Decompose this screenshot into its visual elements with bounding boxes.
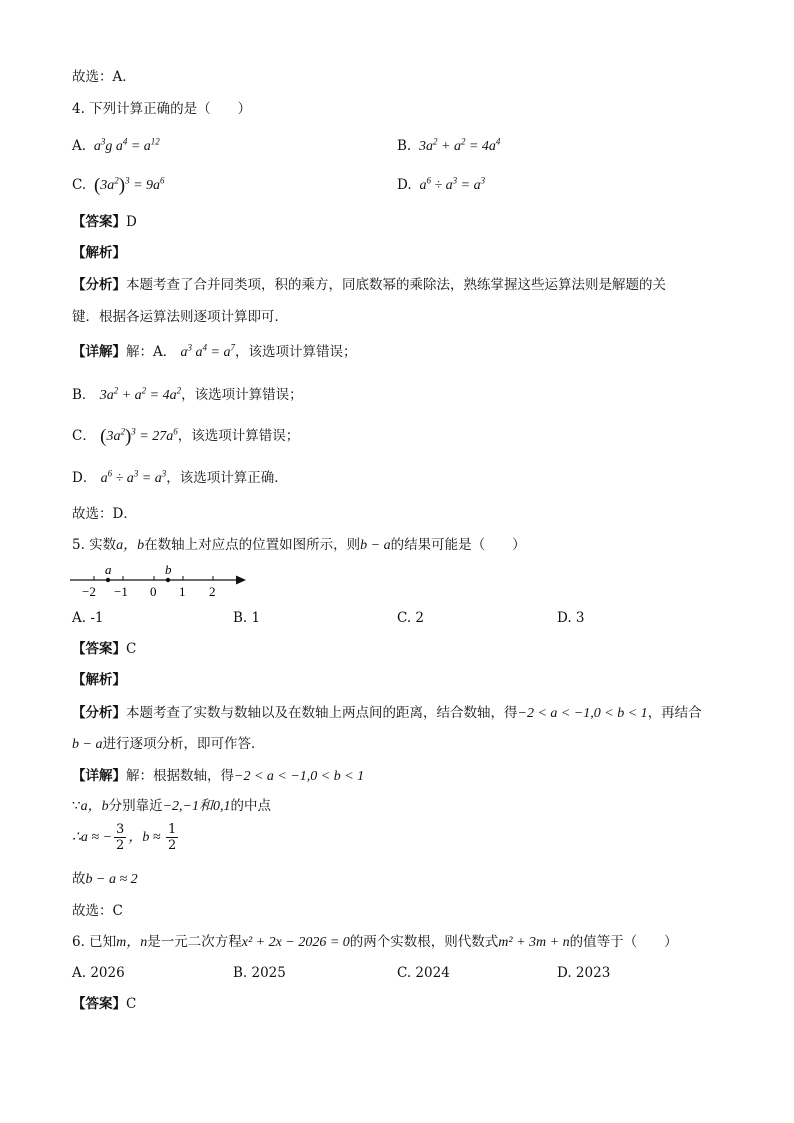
q4-answer xyxy=(72,213,137,231)
q4-answer-value: D xyxy=(126,214,137,230)
q4-fenxi-text-1: 本题考查了合并同类项，积的乘方，同底数幂的乘除法，熟练掌握这些运算法则是解题的关 xyxy=(126,277,666,293)
q4-xj-a-prefix: 解：A． xyxy=(126,344,177,360)
q5-xj-neighbors: −2,−1和0,1 xyxy=(162,799,231,814)
q6-answer xyxy=(72,995,136,1013)
q6-stem-2: 是一元二次方程 xyxy=(147,934,242,950)
q5-fenxi-text-1: 本题考查了实数与数轴以及在数轴上两点间的距离，结合数轴，得 xyxy=(126,705,518,721)
q4-xj-b-prefix: B． xyxy=(72,387,96,403)
fraction-b-num: 1 xyxy=(168,822,177,837)
q4-xj-c-prefix: C． xyxy=(72,428,96,444)
q5-fenxi-2 xyxy=(72,735,264,754)
q4-fenxi-1 xyxy=(72,276,666,294)
tick-label: 0 xyxy=(150,584,157,599)
q4-xiangjie-b: B． $3a^2 + a^2 = 4a^2$，该选项计算错误； xyxy=(72,385,303,403)
q4-analysis-tag: 【解析】 xyxy=(72,245,126,261)
point-a-label: a xyxy=(105,562,112,577)
number-line-figure xyxy=(68,560,258,600)
q6-option-b: B. 2025 xyxy=(233,965,286,981)
q5-stem-1: 5. 实数 xyxy=(72,537,117,553)
q6-stem-1: 6. 已知 xyxy=(72,934,117,950)
fenxi-tag: 【分析】 xyxy=(72,705,126,721)
q5-xiangjie-2: ∵a，b分别靠近−2,−1和0,1的中点 xyxy=(72,798,271,814)
fraction-a-den: 2 xyxy=(116,838,125,853)
point-b-dot xyxy=(166,578,170,582)
q6-option-d: D. 2023 xyxy=(557,965,611,981)
number-line-arrow xyxy=(236,576,246,585)
q5-xiangjie-3: ∴a ≈ − $\frac{3}{2}$ ，b ≈ $\frac{1}{2}$ xyxy=(72,822,177,853)
q5-xj-range: −2 < a < −1,0 < b < 1 xyxy=(234,769,365,784)
q4-option-b: B. $3a^2 + a^2 = 4a^4$ xyxy=(397,136,501,154)
q4-option-c: C. $(3a^2)^3 = 9a^6$ xyxy=(72,175,165,196)
q6-stem xyxy=(72,933,678,952)
xiangjie-tag: 【详解】 xyxy=(72,768,126,784)
tick-label: 2 xyxy=(209,584,216,599)
q5-stem xyxy=(72,536,526,555)
q5-answer xyxy=(72,640,136,658)
fraction-a-num: 3 xyxy=(116,822,125,837)
point-b-label: b xyxy=(165,562,172,577)
q5-choose: 故选：C xyxy=(72,903,123,919)
fraction-a xyxy=(114,822,126,853)
q5-xj-text-1: 解：根据数轴，得 xyxy=(126,768,234,784)
q4-option-a: A. $a^3g$ $a^4 = a^{12}$ xyxy=(72,136,160,154)
q5-option-b: B. 1 xyxy=(233,610,261,626)
q6-answer-value: C xyxy=(126,996,137,1012)
q5-stem-ab: a，b xyxy=(116,538,145,553)
point-a-dot xyxy=(106,578,110,582)
q6-stem-4: 的值等于（ ） xyxy=(569,934,678,950)
q5-answer-value: C xyxy=(126,641,137,657)
tick-label: 1 xyxy=(179,584,186,599)
q6-option-a: A. 2026 xyxy=(72,965,125,981)
tick-label: −2 xyxy=(82,584,96,599)
fraction-b-den: 2 xyxy=(168,838,177,853)
answer-tag: 【答案】 xyxy=(72,214,126,230)
q6-option-c: C. 2024 xyxy=(397,965,450,981)
q4-xj-b-suffix: ，该选项计算错误； xyxy=(181,387,303,403)
q5-xj-approx: b − a ≈ 2 xyxy=(85,872,138,887)
q5-fenxi-1 xyxy=(72,704,702,723)
q4-xj-d-suffix: ，该选项计算正确． xyxy=(166,470,288,486)
tick-label: −1 xyxy=(114,584,128,599)
answer-tag: 【答案】 xyxy=(72,996,126,1012)
answer-tag: 【答案】 xyxy=(72,641,126,657)
q4-choose: 故选：D． xyxy=(72,506,137,522)
q5-fenxi-range: −2 < a < −1,0 < b < 1 xyxy=(517,706,648,721)
q5-xj-text-2-mid: 分别靠近 xyxy=(108,798,163,814)
q3-choose: 故选：A． xyxy=(72,69,136,85)
q4-xj-a-suffix: ，该选项计算错误； xyxy=(235,344,357,360)
q4-xiangjie-d: D． $a^6 \div a^3 = a^3$，该选项计算正确． xyxy=(72,468,288,486)
q5-xj-text-2-end: 的中点 xyxy=(230,798,271,814)
q4-option-c-label: C. xyxy=(72,177,87,193)
fraction-b xyxy=(166,822,178,853)
q4-option-a-label: A. xyxy=(72,138,87,154)
q5-option-c: C. 2 xyxy=(397,610,425,626)
q4-fenxi-2: 键．根据各运算法则逐项计算即可． xyxy=(72,309,288,325)
q5-xj-ab: a，b xyxy=(80,799,109,814)
q5-stem-2: 在数轴上对应点的位置如图所示，则 xyxy=(144,537,361,553)
q5-option-a: A. -1 xyxy=(72,610,104,626)
q5-option-d: D. 3 xyxy=(557,610,585,626)
q4-stem: 4. 下列计算正确的是（ ） xyxy=(72,101,252,117)
q4-xj-d-prefix: D． xyxy=(72,470,97,486)
q6-stem-3: 的两个实数根，则代数式 xyxy=(349,934,499,950)
fenxi-tag: 【分析】 xyxy=(72,277,126,293)
q4-xiangjie-c: C． $(3a^2)^3 = 27a^6$，该选项计算错误； xyxy=(72,426,300,447)
q5-fenxi-text-2: 进行逐项分析，即可作答． xyxy=(102,736,265,752)
q4-option-b-label: B. xyxy=(397,138,412,154)
q5-xiangjie-4: 故b − a ≈ 2 xyxy=(72,871,138,887)
q4-option-d: D. $a^6 \div a^3 = a^3$ xyxy=(397,175,486,193)
q6-stem-expr: m² + 3m + n xyxy=(498,935,570,950)
q4-xiangjie-a: 【详解】解：A． $a^3$ $a^4 = a^7$，该选项计算错误； xyxy=(72,342,357,360)
q5-analysis-tag: 【解析】 xyxy=(72,672,126,688)
q6-stem-equation: x² + 2x − 2026 = 0 xyxy=(241,935,350,950)
q4-option-d-label: D. xyxy=(397,177,412,193)
q4-xj-c-suffix: ，该选项计算错误； xyxy=(177,428,300,444)
q5-stem-b-minus-a: b − a xyxy=(360,538,391,553)
q5-xiangjie-1 xyxy=(72,767,364,786)
q6-stem-mn: m，n xyxy=(116,935,148,950)
q5-fenxi-text-1-end: ，再结合 xyxy=(647,705,702,721)
q5-fenxi-b-minus-a: b − a xyxy=(72,737,103,752)
xiangjie-tag: 【详解】 xyxy=(72,344,126,360)
q5-stem-3: 的结果可能是（ ） xyxy=(390,537,526,553)
